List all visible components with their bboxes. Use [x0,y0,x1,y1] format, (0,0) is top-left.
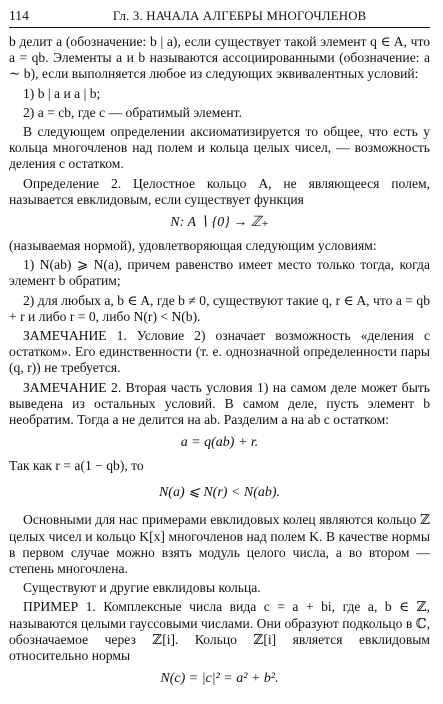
paragraph-associated-elements: b делит a (обозначение: b | a), если существует такой элемент q ∈ A, что a = qb. Элементы a и b называются ассоциированными (обозначение: a ∼ b), если выполняется любое из следующих эквивалентных условий: [9,34,430,82]
page-number: 114 [9,8,29,23]
paragraph-axiomatization: В следующем определении аксиоматизируется то общее, что есть у кольца многочленов над полем и кольца целых чисел, — возможность деления с остатком. [9,124,430,172]
running-header [9,8,430,28]
formula-norm-function: N: A ∖ {0} → ℤ₊ [170,215,269,231]
paragraph-other-rings: Существуют и другие евклидовы кольца. [23,580,261,596]
formula-division: a = q(ab) + r. [180,435,259,451]
norm-condition-2: 2) для любых a, b ∈ A, где b ≠ 0, существуют такие q, r ∈ A, что a = qb + r и либо r = 0, либо N(r) < N(b). [9,292,430,324]
example-1: ПРИМЕР 1. Комплексные числа вида c = a + bi, где a, b ∈ ℤ, называются целыми гауссовыми числами. Они образуют подкольцо в ℂ, обозначаемое через ℤ[i]. Кольцо ℤ[i] является евклидовым относительно нормы [9,599,430,664]
condition-1: 1) b | a и a | b; [23,85,101,101]
formula-gaussian-norm: N(c) = |c|² = a² + b². [160,671,279,687]
definition-2: Определение 2. Целостное кольцо A, не являющееся полем, называется евклидовым, если существует функция [9,175,430,207]
remark-2: ЗАМЕЧАНИЕ 2. Вторая часть условия 1) на самом деле может быть выведена из остальных условий. В самом деле, пусть элемент b необратим. Тогда a не делится на ab. Разделим a на ab с остатком: [9,379,430,428]
paragraph-since: Так как r = a(1 − qb), то [9,458,144,474]
formula-norm-inequality: N(a) ⩽ N(r) < N(ab). [158,485,281,501]
paragraph-norm-conditions: (называемая нормой), удовлетворяющая следующим условиям: [9,238,377,254]
remark-1: ЗАМЕЧАНИЕ 1. Условие 2) означает возможность «деления с остатком». Его единственности (т. е. однозначной определенности пары (q, r)) не требуется. [9,328,430,376]
running-title: Гл. 3. НАЧАЛА АЛГЕБРЫ МНОГОЧЛЕНОВ [112,9,367,23]
paragraph-main-examples: Основными для нас примерами евклидовых колец являются кольцо ℤ целых чисел и кольцо K[x] многочленов над полем K. В качестве нормы в первом случае можно взять модуль целого числа, а во втором — степень многочлена. [9,512,430,577]
condition-2: 2) a = cb, где c — обратимый элемент. [23,104,242,120]
norm-condition-1: 1) N(ab) ⩾ N(a), причем равенство имеет место только тогда, когда элемент b обратим; [9,257,430,289]
